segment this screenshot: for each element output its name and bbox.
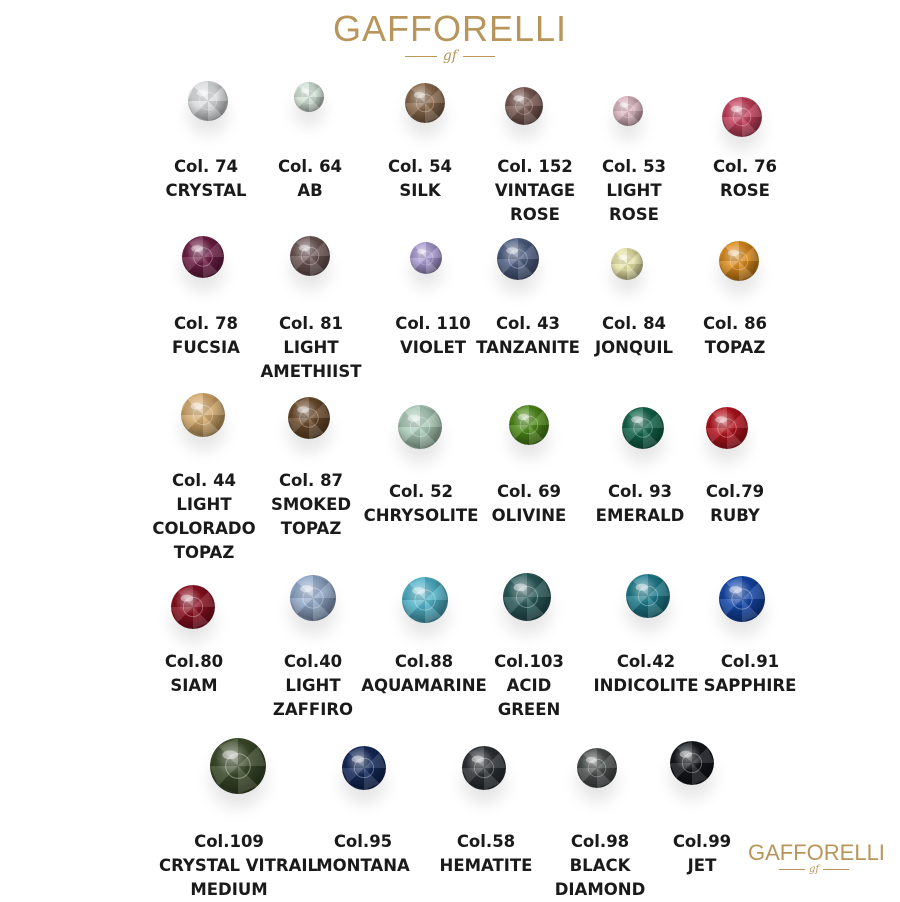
- logo-rule: [463, 56, 495, 57]
- color-label: [680, 650, 820, 698]
- color-name: AMETHIIST: [260, 362, 362, 381]
- color-code: Col. 64: [277, 157, 343, 176]
- crystal-stone-icon: [509, 405, 549, 445]
- color-name: FUCSIA: [172, 338, 240, 357]
- color-label: [665, 480, 805, 528]
- crystal-stone-icon: [171, 585, 215, 629]
- color-code: Col.40: [283, 652, 343, 671]
- color-name: LIGHT: [606, 181, 662, 200]
- color-name: OLIVINE: [491, 506, 567, 525]
- color-code: Col. 53: [601, 157, 667, 176]
- crystal-stone-icon: [503, 573, 551, 621]
- brand-logo-top: [0, 8, 900, 64]
- color-name: AB: [297, 181, 323, 200]
- color-name: MONTANA: [316, 856, 410, 875]
- color-name: LIGHT: [283, 338, 339, 357]
- color-code: Col.91: [720, 652, 780, 671]
- color-name: AQUAMARINE: [361, 676, 487, 695]
- crystal-stone-icon: [505, 87, 543, 125]
- color-code: Col.103: [494, 652, 564, 671]
- color-code: Col.88: [394, 652, 454, 671]
- crystal-stone-icon: [462, 746, 506, 790]
- brand-monogram: gf: [808, 864, 820, 875]
- crystal-stone-icon: [611, 248, 643, 280]
- color-name: CRYSTAL VITRAIL: [159, 856, 319, 875]
- color-code: Col.42: [616, 652, 676, 671]
- crystal-stone-icon: [719, 576, 765, 622]
- crystal-stone-icon: [294, 82, 324, 112]
- crystal-stone-icon: [410, 242, 442, 274]
- color-code: Col. 52: [388, 482, 454, 501]
- color-code: Col. 78: [173, 314, 239, 333]
- color-code: Col. 152: [497, 157, 573, 176]
- color-name: SMOKED: [270, 495, 352, 514]
- color-name: JONQUIL: [594, 338, 674, 357]
- color-name: LIGHT: [285, 676, 341, 695]
- color-name: JET: [687, 856, 717, 875]
- color-code: Col.58: [456, 832, 516, 851]
- color-name: SAPPHIRE: [703, 676, 797, 695]
- color-name: ROSE: [609, 205, 659, 224]
- crystal-stone-icon: [398, 405, 442, 449]
- color-name: SIAM: [170, 676, 218, 695]
- color-label: [675, 155, 815, 203]
- crystal-stone-icon: [497, 238, 539, 280]
- color-name: INDICOLITE: [593, 676, 699, 695]
- color-code: Col. 44: [171, 471, 237, 490]
- crystal-stone-icon: [181, 393, 225, 437]
- crystal-stone-icon: [188, 81, 228, 121]
- color-code: Col. 86: [702, 314, 768, 333]
- crystal-stone-icon: [577, 748, 617, 788]
- color-code: Col.95: [333, 832, 393, 851]
- color-code: Col. 76: [712, 157, 778, 176]
- crystal-stone-icon: [342, 746, 386, 790]
- color-name: TOPAZ: [280, 519, 342, 538]
- color-name: SILK: [399, 181, 441, 200]
- color-name: EMERALD: [595, 506, 685, 525]
- crystal-stone-icon: [670, 741, 714, 785]
- color-name: CRYSTAL: [165, 181, 247, 200]
- color-name: COLORADO: [152, 519, 256, 538]
- color-code: Col. 84: [601, 314, 667, 333]
- logo-rule: [405, 56, 437, 57]
- color-code: Col.98: [570, 832, 630, 851]
- crystal-stone-icon: [402, 577, 448, 623]
- logo-rule: [779, 869, 805, 870]
- color-name: HEMATITE: [439, 856, 533, 875]
- color-name: LIGHT: [176, 495, 232, 514]
- color-label: [293, 830, 433, 878]
- color-label: [159, 830, 319, 902]
- color-name: MEDIUM: [190, 880, 268, 899]
- crystal-stone-icon: [613, 96, 643, 126]
- color-code: Col.80: [164, 652, 224, 671]
- brand-name: GAFFORELLI: [332, 8, 568, 49]
- color-name: BLACK: [569, 856, 631, 875]
- crystal-stone-icon: [405, 83, 445, 123]
- color-name: DIAMOND: [554, 880, 646, 899]
- crystal-stone-icon: [719, 241, 759, 281]
- color-code: Col. 43: [495, 314, 561, 333]
- color-name: ZAFFIRO: [272, 700, 354, 719]
- logo-rule: [823, 869, 849, 870]
- color-code: Col.109: [194, 832, 264, 851]
- brand-monogram: gf: [442, 48, 458, 64]
- color-code: Col. 54: [387, 157, 453, 176]
- color-name: TOPAZ: [173, 543, 235, 562]
- color-name: ROSE: [720, 181, 770, 200]
- crystal-stone-icon: [706, 407, 748, 449]
- color-code: Col. 81: [278, 314, 344, 333]
- color-name: ACID: [506, 676, 552, 695]
- color-name: TANZANITE: [476, 338, 580, 357]
- color-code: Col. 74: [173, 157, 239, 176]
- color-label: [241, 312, 381, 384]
- color-name: VINTAGE: [494, 181, 576, 200]
- color-name: CHRYSOLITE: [363, 506, 479, 525]
- color-name: ROSE: [510, 205, 560, 224]
- color-code: Col.99: [672, 832, 732, 851]
- crystal-stone-icon: [722, 97, 762, 137]
- brand-name: GAFFORELLI: [748, 840, 885, 865]
- crystal-stone-icon: [210, 738, 266, 794]
- crystal-stone-icon: [626, 574, 670, 618]
- crystal-stone-icon: [290, 575, 336, 621]
- color-name: RUBY: [710, 506, 760, 525]
- color-label: [665, 312, 805, 360]
- color-name: VIOLET: [400, 338, 466, 357]
- crystal-stone-icon: [182, 236, 224, 278]
- color-name: TOPAZ: [704, 338, 766, 357]
- color-code: Col. 69: [496, 482, 562, 501]
- brand-logo-bottom: [748, 840, 885, 875]
- color-code: Col. 93: [607, 482, 673, 501]
- crystal-stone-icon: [288, 397, 330, 439]
- crystal-stone-icon: [290, 236, 330, 276]
- crystal-stone-icon: [622, 407, 664, 449]
- color-name: GREEN: [497, 700, 561, 719]
- color-code: Col. 87: [278, 471, 344, 490]
- color-code: Col. 110: [395, 314, 471, 333]
- color-code: Col.79: [705, 482, 765, 501]
